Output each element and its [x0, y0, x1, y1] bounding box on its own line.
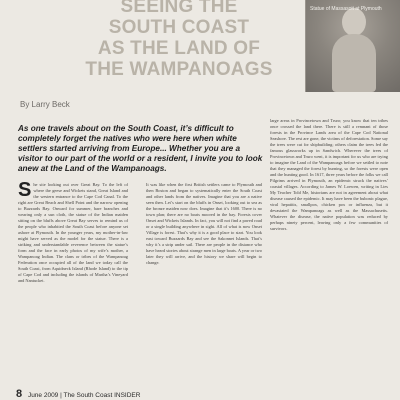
page-footer — [16, 388, 140, 400]
column-1-text: he site looking out over Great Bay. To the left of where the geese and Wickets stand, Great Island and the western entrance to the Cape Cod Canal. To the right are Great Beach and Shell Point and the narrow opening to Buzzards Bay. Onward for summer, bare branches and wearing only a sun cloth, the statue of the Indian maiden sitting on the bluffs above Great Bay serves to remind us of the people who inhabited the South Coast before anyone set ashore at Plymouth. In the younger years, my mother-in-law might have served as the model for the statue. There is a striking and understandable reverence between the statue’s form and the face in early photos of my wife’s mother, a Wampanoag Indian. The clans or tribes of the Wampanoag Federation once occupied all of the land we today call the South Coast, from Aquidneck Island (Rhode Island) to the tip of Cape Cod and including the islands of Martha’s Vineyard and Nantucket. — [18, 182, 128, 283]
statue-body-shape — [332, 34, 376, 92]
body-column-3: large areas in Provincetown and Truro; you know that ten tribes once crossed the land there. There is still a remnant of those forests in the Province Lands area of the Cape Cod National Seashore. The rest are gone, the victims of deforestation. Some say the trees were cut for shipbuilding; others claim the trees fed the famous glassworks up in Sandwich. Wherever the trees of Provincetown and Truro went, it is important for us who are trying to imagine the Land of the Wampanoags before we settled to note that they managed the forest by burning, so the forests were open and the hunting good. In 1617, three years before the folks we call Pilgrims arrived in Plymouth, an epidemic struck the natives’ coastal villages. According to James W. Loewen, writing in Lies My Teacher Told Me, historians are not in agreement about what disease caused the epidemic. It may have been the bubonic plague, viral hepatitis, smallpox, chicken pox or influenza, but it devastated the Wampanoags as well as the Massachusetts. Whatever the disease, the native population was reduced by perhaps ninety percent, leaving only a few communities of survivors. — [270, 118, 388, 231]
title-line-1: SEEING THE — [120, 0, 238, 17]
title-line-3: AS THE LAND OF — [97, 38, 261, 59]
body-column-1 — [18, 179, 128, 284]
byline: By Larry Beck — [20, 100, 70, 109]
page-number: 8 — [16, 388, 23, 400]
title-line-2: SOUTH COAST — [108, 17, 250, 38]
intro-paragraph: As one travels about on the South Coast, it’s difficult to completely forget the natives who were here when white settlers started arriving from Europe... Whether you are a visitor to our part of the world or a resident, I invite you to look anew at the Land of the Wampanoags. — [18, 124, 263, 173]
article-title — [48, 0, 310, 80]
title-line-4: THE WAMPANOAGS — [85, 59, 273, 80]
drop-cap: S — [18, 179, 32, 201]
photo-caption: Statue of Massasoit at Plymouth — [310, 6, 382, 12]
statue-head-shape — [342, 8, 366, 36]
body-column-2: It was like when the first British settlers came to Plymouth and then Boston and began to systematically enter the South Coast and other lands from the natives. Imagine that you are a native seen then. Let’s start on the bluffs in Onset, looking out to sea as the bronze maiden now does. Imagine that it’s 1600. There is no town plan; there are no boats moored in the bay. Forests cover Onset and Wickets Islands. In fact, you will not find a paved road or a single building anywhere in sight. All of what is now Onset Village is forest. That’s why it is a good place to start. You look east toward Buzzards Bay and see the Sakonnet Islands. That’s why it’s a strip under sail. There are people in the distance who have heard stories about strange men in large boats. A year or two later they will arrive, and the history we share will begin to change. — [146, 182, 262, 265]
footer-text: June 2009 | The South Coast INSIDER — [27, 392, 141, 399]
statue-photo — [305, 0, 400, 92]
